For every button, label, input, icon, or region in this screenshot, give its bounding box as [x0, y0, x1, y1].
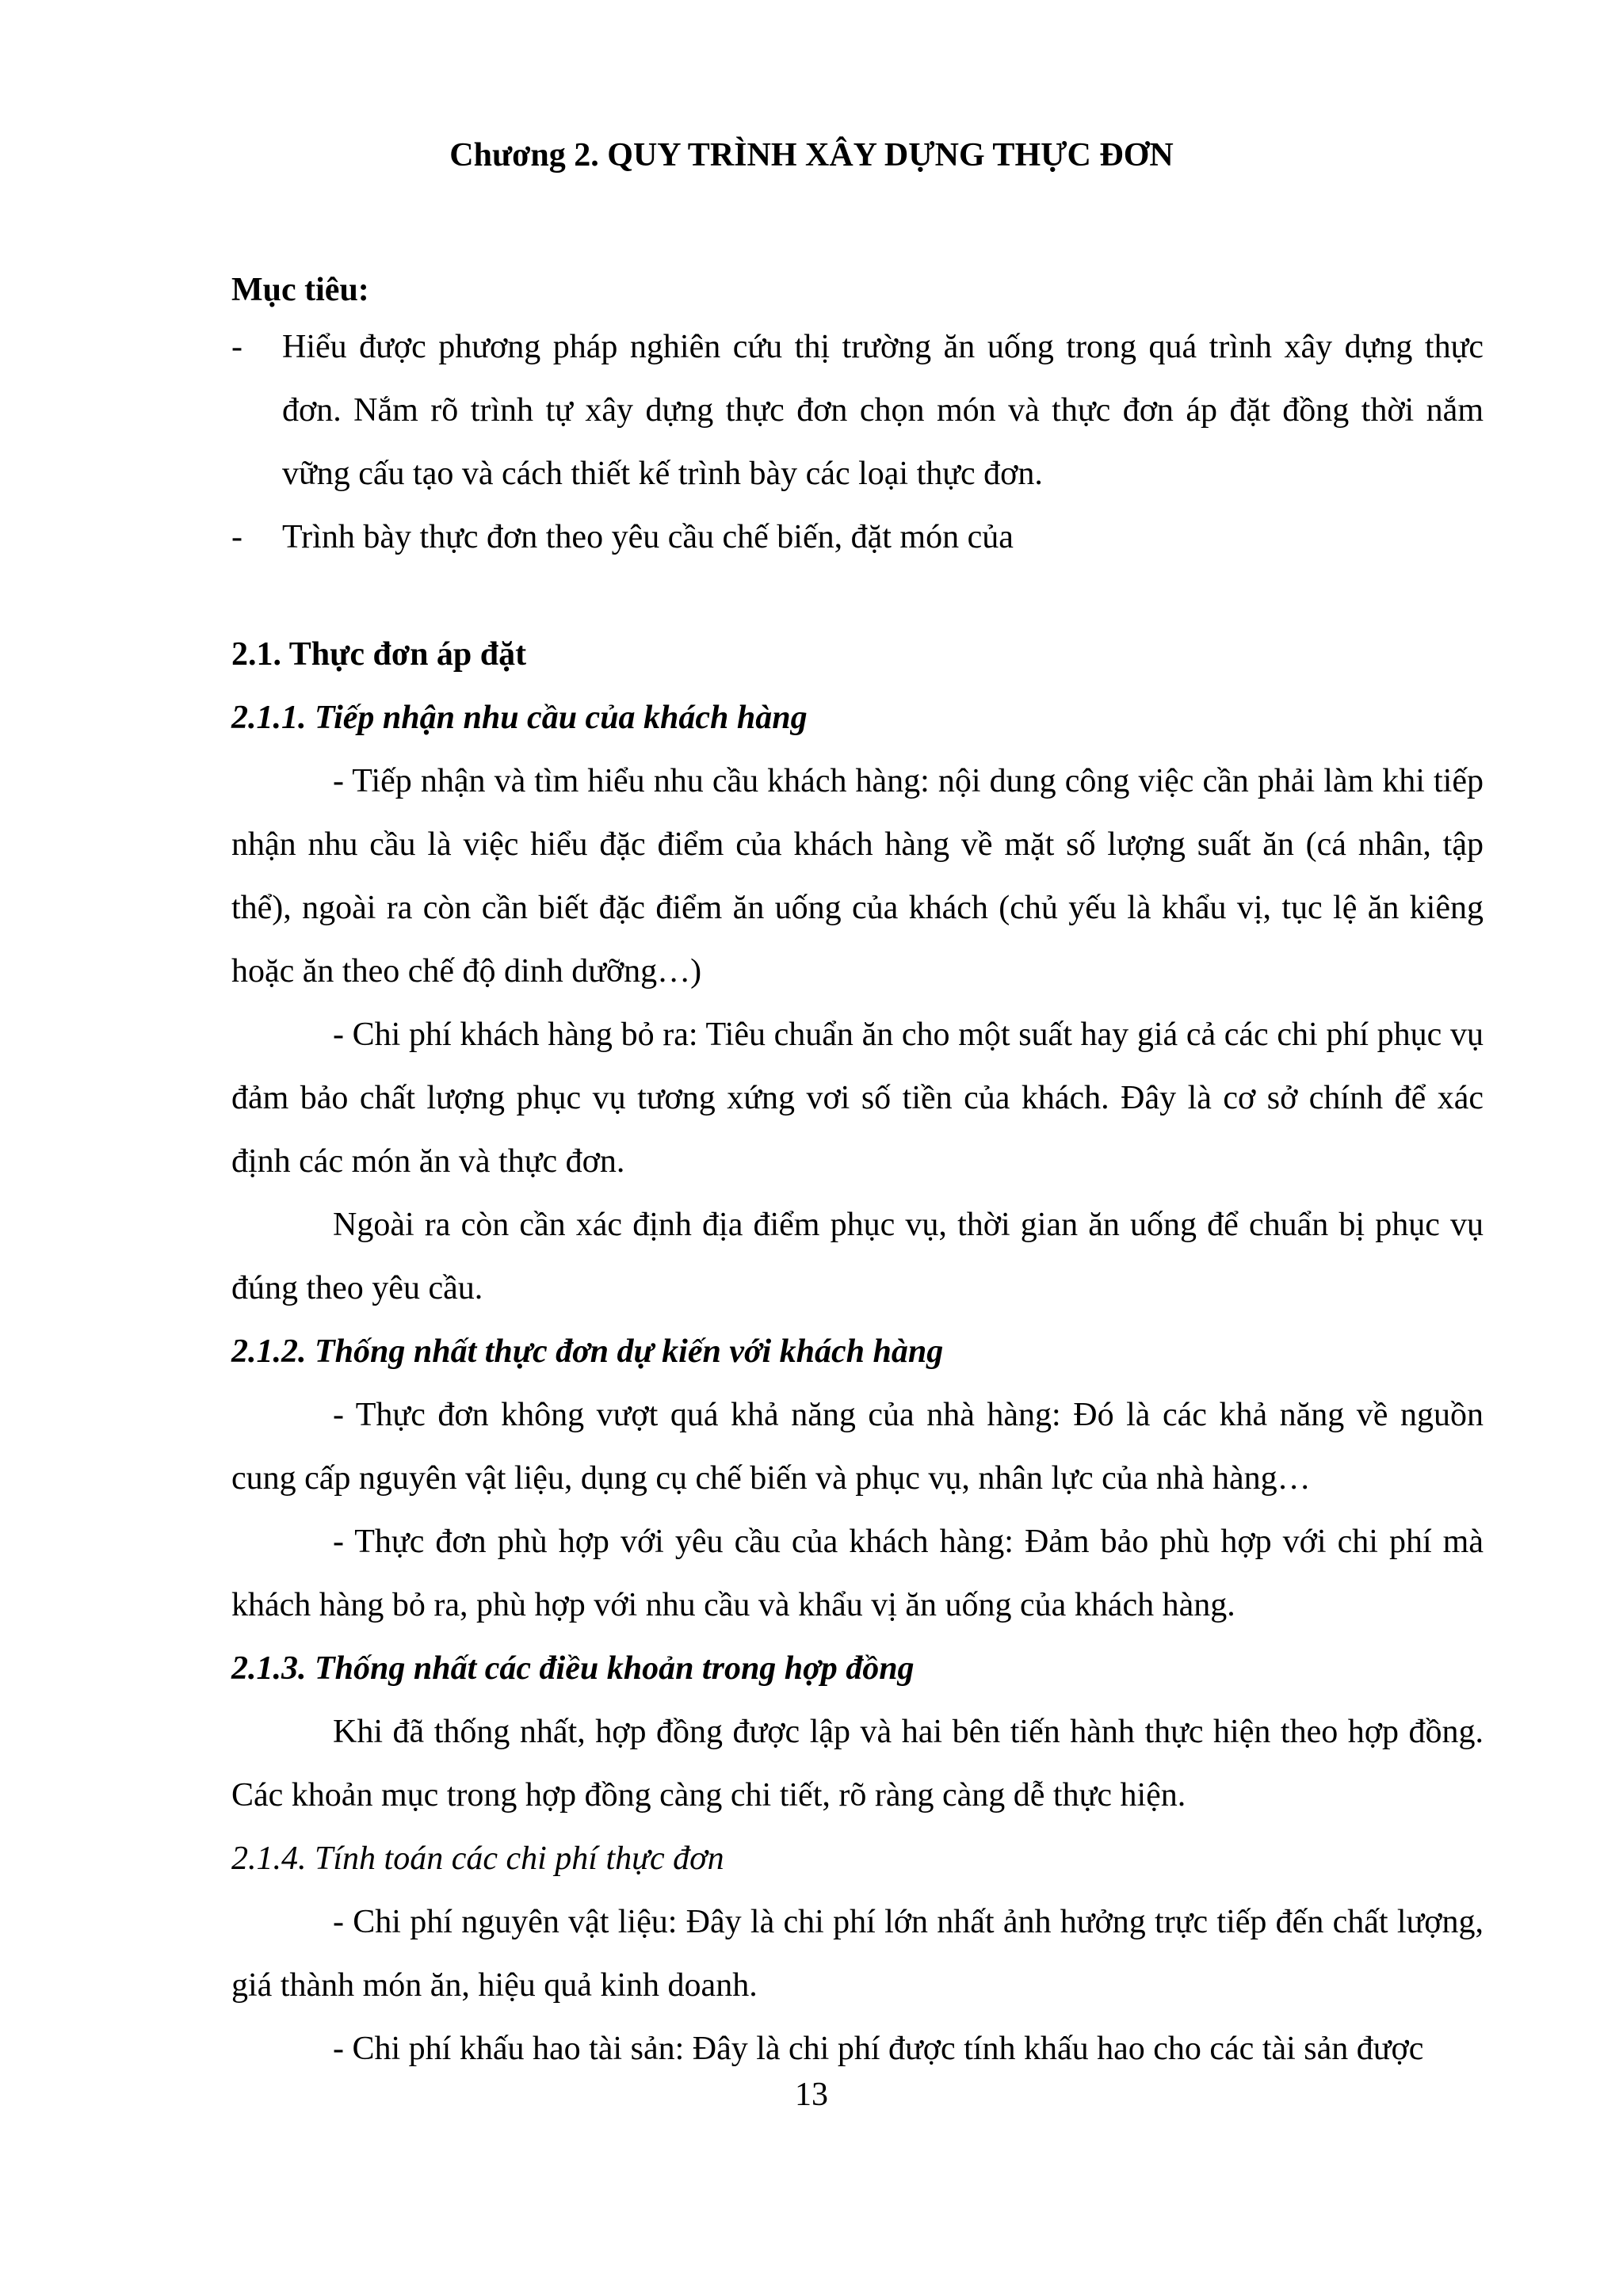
objectives-heading: Mục tiêu: [231, 272, 369, 308]
paragraph: - Chi phí khách hàng bỏ ra: Tiêu chuẩn ăn cho một suất hay giá cả các chi phí phục vụ đảm bảo chất lượng phục vụ tương xứng vơi số tiền của khách. Đây là cơ sở chính để xác định các món ăn và thực đơn. [231, 1016, 1484, 1180]
paragraph: - Chi phí khấu hao tài sản: Đây là chi phí được tính khấu hao cho các tài sản được [333, 2031, 1424, 2067]
section-2-1 [231, 623, 1484, 2081]
subsection-heading: 2.1.2. Thống nhất thực đơn dự kiến với khách hàng [231, 1333, 944, 1370]
chapter-title: Chương 2. QUY TRÌNH XÂY DỰNG THỰC ĐƠN [449, 137, 1174, 174]
paragraph: - Chi phí nguyên vật liệu: Đây là chi phí lớn nhất ảnh hưởng trực tiếp đến chất lượng, giá thành món ăn, hiệu quả kinh doanh. [231, 1904, 1484, 2004]
list-item [231, 315, 1484, 505]
objectives-list [231, 315, 1484, 569]
paragraph: Ngoài ra còn cần xác định địa điểm phục vụ, thời gian ăn uống để chuẩn bị phục vụ đúng theo yêu cầu. [231, 1207, 1484, 1306]
subsection-heading: 2.1.4. Tính toán các chi phí thực đơn [231, 1840, 724, 1877]
paragraph: Khi đã thống nhất, hợp đồng được lập và hai bên tiến hành thực hiện theo hợp đồng. Các khoản mục trong hợp đồng càng chi tiết, rõ ràng càng dễ thực hiện. [231, 1714, 1484, 1814]
objective-text: Hiểu được phương pháp nghiên cứu thị trường ăn uống trong quá trình xây dựng thực đơn. Nắm rõ trình tự xây dựng thực đơn chọn món và thực đơn áp đặt đồng thời nắm vững cấu tạo và cách thiết kế trình bày các loại thực đơn. [282, 329, 1484, 492]
section-heading: 2.1. Thực đơn áp đặt [231, 636, 527, 673]
paragraph: - Thực đơn không vượt quá khả năng của nhà hàng: Đó là các khả năng về nguồn cung cấp nguyên vật liệu, dụng cụ chế biến và phục vụ, nhân lực của nhà hàng… [231, 1397, 1484, 1497]
page-number: 13 [795, 2077, 828, 2113]
list-item [231, 505, 1484, 569]
subsection-heading: 2.1.1. Tiếp nhận nhu cầu của khách hàng [231, 700, 808, 736]
paragraph: - Thực đơn phù hợp với yêu cầu của khách hàng: Đảm bảo phù hợp với chi phí mà khách hàng bỏ ra, phù hợp với nhu cầu và khẩu vị ăn uống của khách hàng. [231, 1524, 1484, 1623]
bullet-dash: - [231, 329, 242, 365]
bullet-dash: - [231, 519, 242, 555]
objective-text: Trình bày thực đơn theo yêu cầu chế biến, đặt món của [282, 519, 1014, 555]
paragraph: - Tiếp nhận và tìm hiểu nhu cầu khách hàng: nội dung công việc cần phải làm khi tiếp nhận nhu cầu là việc hiểu đặc điểm của khách hàng về mặt số lượng suất ăn (cá nhân, tập thể), ngoài ra còn cần biết đặc điểm ăn uống của khách (chủ yếu là khẩu vị, tục lệ ăn kiêng hoặc ăn theo chế độ dinh dưỡng…) [231, 763, 1484, 990]
subsection-heading: 2.1.3. Thống nhất các điều khoản trong hợp đồng [231, 1650, 915, 1687]
